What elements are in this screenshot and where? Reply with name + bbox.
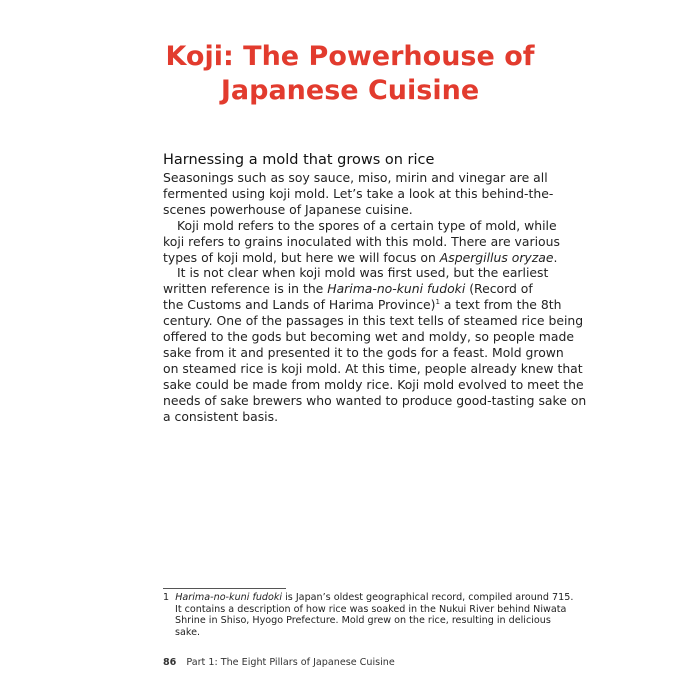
text-line: Seasonings such as soy sauce, miso, mirin and vinegar are all (163, 170, 548, 185)
running-footer-section: Part 1: The Eight Pillars of Japanese Cuisine (186, 657, 395, 668)
paragraph-3 (163, 265, 586, 424)
text-line: Koji mold refers to the spores of a certain type of mold, while (177, 217, 557, 233)
footnote-line: sake. (175, 626, 201, 638)
text-span: . (553, 249, 558, 265)
chapter-title-line-2: Japanese Cuisine (220, 75, 480, 106)
footnote-book-title: Harima-no-kuni fudoki (175, 592, 283, 603)
body-text (163, 170, 586, 425)
species-name: Aspergillus oryzae (439, 249, 554, 265)
footnote-line (163, 592, 573, 604)
paragraph-1 (163, 170, 586, 218)
paragraph-2 (163, 218, 586, 266)
text-line: koji refers to grains inoculated with this mold. There are various (163, 233, 560, 249)
section-subheading: Harnessing a mold that grows on rice (163, 152, 435, 168)
text-line: It is not clear when koji mold was first used, but the earliest (177, 265, 549, 281)
text-line: needs of sake brewers who wanted to produce good-tasting sake on (163, 392, 587, 408)
footnote-line: Shrine in Shiso, Hyogo Prefecture. Mold grew on the rice, resulting in delicious (175, 615, 551, 627)
footnote-ref: 1 (435, 298, 440, 307)
text-line: sake from it and presented it to the gods for a feast. Mold grown (163, 344, 564, 360)
book-title: Harima-no-kuni fudoki (327, 281, 466, 297)
text-line (163, 250, 586, 266)
text-span: the Customs and Lands of Harima Province) (163, 297, 436, 313)
chapter-title-line-1: Koji: The Powerhouse of (165, 41, 535, 72)
page-footer (163, 657, 395, 668)
footnote-divider (163, 588, 286, 589)
footnote-number: 1 (163, 592, 170, 603)
footnote-line: It contains a description of how rice was soaked in the Nukui River behind Niwata (175, 603, 567, 615)
text-span: (Record of (465, 281, 533, 297)
text-line: a consistent basis. (163, 408, 279, 424)
text-span: is Japan’s oldest geographical record, compiled around 715. (282, 592, 574, 603)
text-line: century. One of the passages in this text tells of steamed rice being (163, 313, 584, 329)
text-line: on steamed rice is koji mold. At this time, people already knew that (163, 360, 583, 376)
footnote (163, 592, 573, 638)
text-line (163, 297, 586, 313)
text-line: scenes powerhouse of Japanese cuisine. (163, 201, 413, 217)
text-line: fermented using koji mold. Let’s take a look at this behind-the- (163, 185, 554, 201)
text-span: a text from the 8th (439, 297, 562, 313)
chapter-title (120, 40, 580, 108)
text-line: sake could be made from moldy rice. Koji mold evolved to meet the (163, 376, 584, 392)
text-line (163, 281, 586, 297)
text-span: written reference is in the (163, 281, 328, 297)
text-span: types of koji mold, but here we will focus on (163, 249, 440, 265)
page-number: 86 (163, 657, 177, 668)
text-line: offered to the gods but becoming wet and moldy, so people made (163, 329, 574, 345)
